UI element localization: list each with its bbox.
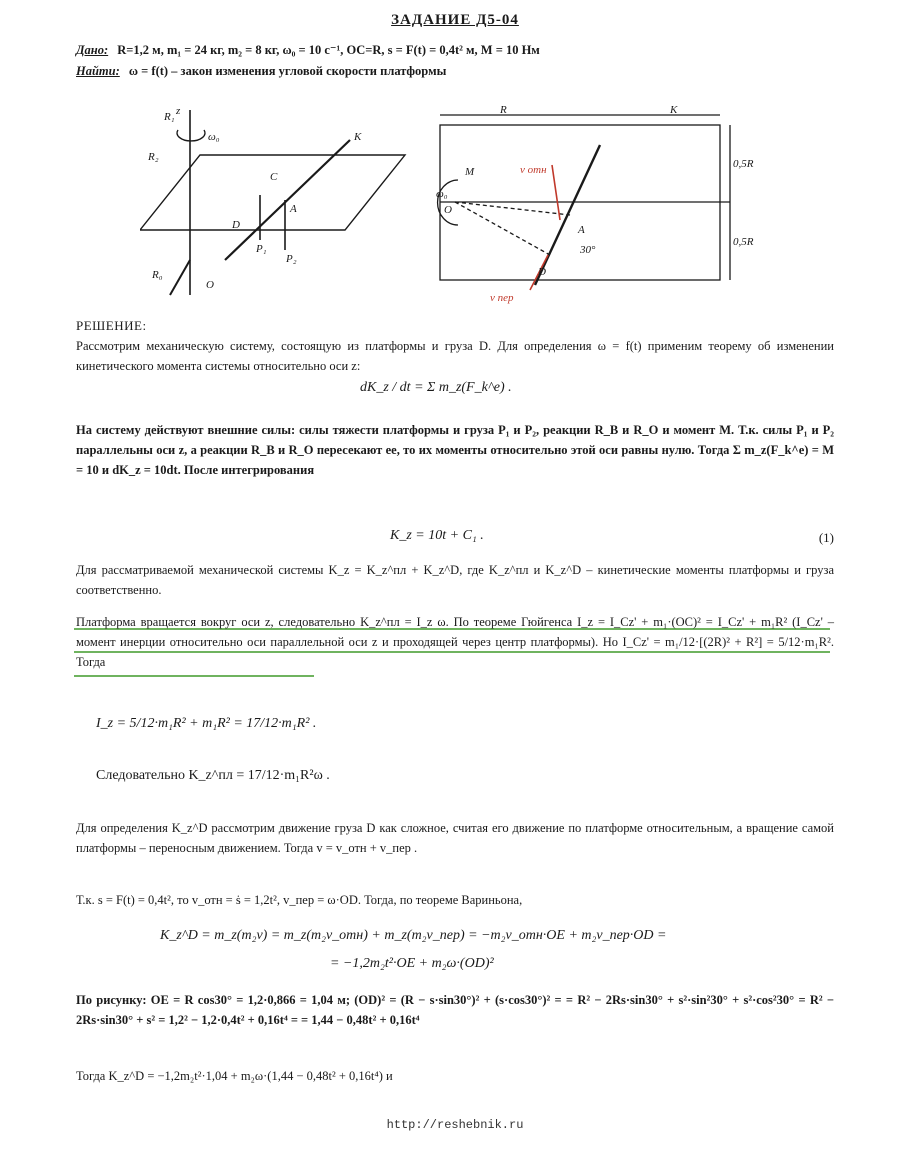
find-line [76,64,446,79]
fig2-label-1: K [670,105,678,116]
v-rel-vector [552,165,560,220]
fig2-label-11: v пер [490,292,514,304]
fig2-label-2: 0,5R [733,158,754,170]
fig2-label-10: v отн [520,164,547,176]
platform-outline [140,155,405,230]
fig1-label-0: z [176,105,181,117]
fig2-label-7: A [578,224,585,236]
od-dashed [455,202,570,215]
para-4: Платформа вращается вокруг оси z, следовательно K_z^пл = I_z ω. По теореме Гюйгенса I_z = I_Cz' + m₁·(OC)² = I_Cz' + m₁R² (I_Cz' – момент инерции относительно оси параллельной оси z и проходящей через центр платформы). Но I_Cz' = m₁/12·[(2R)² + R²] = 5/12·m₁R². Тогда [76,615,834,669]
fig2-label-6: O [444,204,452,216]
para-5: Для определения K_z^D рассмотрим движение груза D как сложное, считая его движение по платформе относительным, а вращение самой платформы – переносным движением. Тогда v = v_отн + v_пер . [76,821,834,855]
para-7: По рисунку: OE = R cos30° = 1,2·0,866 = 1,04 м; (OD)² = (R − s·sin30°)² + (s·cos30°)² = = R² − 2Rs·sin30° + s²·sin²30° + s²·cos²30° = R² − 2Rs·sin30° + s² = 1,2² − 1,2·0,4t² + 0,16t⁴ = = 1,44 − 0,48t² + 0,16t⁴ [76,993,834,1027]
fig2-label-4: M [465,166,475,178]
fig2-label-3: 0,5R [733,236,754,248]
given-label: Дано: [76,43,109,57]
solution-heading: РЕШЕНИЕ: [76,318,147,333]
fig1-label-3: K [354,131,362,143]
figure-3d-platform [140,100,430,305]
find-label: Найти: [76,64,120,78]
figure-top-view [430,105,760,305]
eq-moment-inertia: I_z = 5/12·m₁R² + m₁R² = 17/12·m₁R² . [96,716,317,731]
r0-vector [170,260,190,295]
fig1-label-5: A [290,203,297,215]
page-title: ЗАДАНИЕ Д5-04 [391,12,519,28]
eq-varignon-result: = −1,2m₂t²·OE + m₂ω·(OD)² [330,956,494,971]
oe-dashed [455,202,550,255]
eq-theorem: dK_z / dt = Σ m_z(F_k^e) . [360,380,512,395]
fig1-label-8: P₁ [256,243,267,255]
fig1-label-1: ω₀ [208,131,220,143]
para-1: Рассмотрим механическую систему, состоящую из платформы и груза D. Для определения ω = f(t) применим теорему об изменении кинетического момента системы относительно оси z: [76,339,834,373]
fig2-label-9: 30° [580,244,596,256]
find-text: ω = f(t) – закон изменения угловой скорости платформы [128,64,447,78]
fig1-label-4: C [270,171,278,183]
para-6: Т.к. s = F(t) = 0,4t², то v_отн = ṡ = 1,2t², v_пер = ω·OD. Тогда, по теореме Вариньона, [76,893,523,907]
footer-url: http://reshebnik.ru [386,1118,524,1132]
tube-line [225,140,350,260]
para-3: Для рассматриваемой механической системы K_z = K_z^пл + K_z^D, где K_z^пл и K_z^D – кинетические моменты платформы и груза соответственно. [76,563,834,597]
para-2: На систему действуют внешние силы: силы тяжести платформы и груза P₁ и P₂, реакции R_B и R_O и момент M. Т.к. силы P₁ и P₂ параллельны оси z, а реакции R_B и R_O пересекают ее, то их моменты относительно этой оси равны нулю. Тогда Σ m_z(F_k^e) = M = 10 и dK_z = 10dt. После интегрирования [76,423,834,477]
fig1-label-9: P₂ [286,253,297,265]
eq-number-1: (1) [818,530,834,545]
para-8: Тогда K_z^D = −1,2m₂t²·1,04 + m₂ω·(1,44 − 0,48t² + 0,16t⁴) и [76,1069,393,1083]
omega-arc [177,130,205,141]
fig2-label-8: D [538,266,546,278]
fig2-label-0: R [500,105,507,116]
fig1-label-6: D [232,219,240,231]
given-text: R=1,2 м, m₁ = 24 кг, m₂ = 8 кг, ω₀ = 10 с⁻¹, OC=R, s = F(t) = 0,4t² м, M = 10 Нм [117,43,540,57]
fig1-label-11: R₁ [164,111,175,123]
eq-platform-momentum: Следовательно K_z^пл = 17/12·m₁R²ω . [96,768,330,783]
highlight-underline-3 [74,675,314,677]
fig1-label-2: R₂ [148,151,159,163]
fig1-label-10: R₀ [152,269,163,281]
fig1-label-7: O [206,279,214,291]
eq-varignon: K_z^D = m_z(m₂v) = m_z(m₂v_отн) + m_z(m₂v_пер) = −m₂v_отн·OE + m₂v_пер·OD = [160,928,667,943]
eq-integrated: K_z = 10t + C₁ . [390,528,484,543]
given-line [76,42,540,58]
fig2-label-5: ω₀ [436,188,448,200]
